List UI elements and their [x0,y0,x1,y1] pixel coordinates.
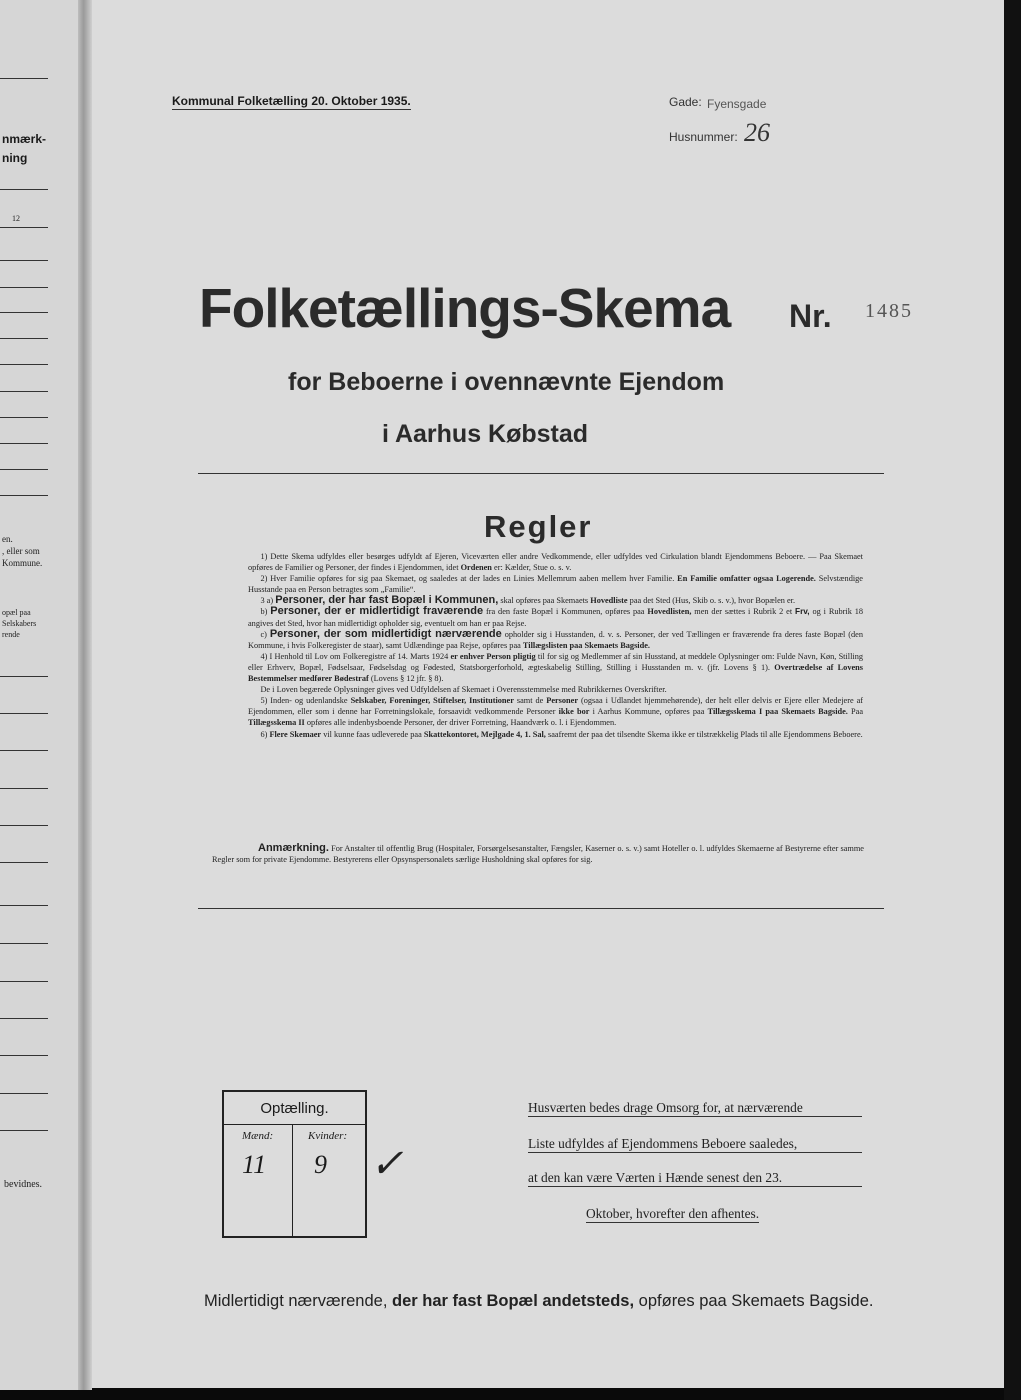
form-subtitle-1: for Beboerne i ovennævnte Ejendom [288,368,725,396]
left-rule [0,227,48,228]
left-rule [0,862,48,863]
form-number-value: 1485 [865,300,913,322]
rule-4b: De i Loven begærede Oplysninger gives ved Udfyldelsen af Skemaet i Overensstemmelse med Rubrikkernes Overskrifter. [260,685,667,695]
left-rule [0,260,48,261]
remark-label: Anmærkning. [258,842,329,854]
house-number-value: 26 [744,118,770,147]
left-rule [0,1055,48,1056]
remark-paragraph [212,843,864,865]
left-rule [0,825,48,826]
rule-6: 6) Flere Skemaer vil kunne faas udleverede paa Skattekontoret, Mejlgade 4, 1. Sal, saafremt der paa det tilsendte Skema ikke er tilstrækkelig Plads til alle Ejendommens Beboere. [260,729,863,739]
divider-top [198,473,884,474]
form-number-label: Nr. [789,298,832,334]
left-text-a1: en. [2,534,13,544]
left-rule [0,312,48,313]
remark-text: For Anstalter til offentlig Brug (Hospitaler, Forsørgelsesanstalter, Fængsler, Kaserner o. s. v.) samt Hoteller o. l. udfyldes Skemaerne af Bestyrerne efter samme Regler som for private Ejendomme. Bestyrerens eller Opsynspersonalets særlige Husholdning skal opføres for sig. [212,844,864,865]
rule-3b: b) Personer, der er midlertidigt fraværende fra den faste Bopæl i Kommunen, opføres paa Hovedlisten, men der sættes i Rubrik 2 et Frv, og i Rubrik 18 angives det Sted, hvor han midlertidigt opholder sig, eventuelt om han er paa Rejse. [248,605,864,628]
left-rule [0,943,48,944]
checkmark-icon: ✓ [370,1141,404,1186]
rule-4: 4) I Henhold til Lov om Folkeregistre af 14. Marts 1924 er enhver Person pligtig til for sig og Medlemmer af sin Husstand, at meddele Oplysninger om: Fulde Navn, Køn, Stilling eller Erhverv, Bopæl, Fødselsaar, Fødselsdag og Fødested, Statsborgerforhold, ægteskabelig Stilling, Stilling i Husstanden m. v. (jfr. Lovens § 1). Overtrædelse af Lovens Bestemmelser medfører Bødestraf (Lovens § 12 jfr. § 8). [248,651,864,684]
left-rule [0,750,48,751]
divider-bottom [198,908,884,909]
form-subtitle-2: i Aarhus Købstad [382,420,589,448]
instruction-line-3: at den kan være Værten i Hænde senest den 23. [528,1170,862,1187]
men-label: Mænd: [242,1130,274,1142]
instruction-line-4: Oktober, hvorefter den afhentes. [586,1206,760,1221]
book-gutter [78,0,92,1390]
left-rule [0,189,48,190]
left-rule [0,78,48,79]
instruction-line-2: Liste udfyldes af Ejendommens Beboere saaledes, [528,1136,862,1153]
left-rule [0,1130,48,1131]
left-rule [0,364,48,365]
count-box-divider [292,1124,293,1236]
left-rule [0,391,48,392]
left-text-b2: Selskabers [2,619,37,628]
left-rule [0,1093,48,1094]
form-title: Folketællings-Skema [199,277,731,339]
census-title: Kommunal Folketælling 20. Oktober 1935. [172,94,411,108]
census-form-page [92,0,1004,1388]
instruction-line-1: Husværten bedes drage Omsorg for, at nærværende [528,1100,862,1117]
rule-5: 5) Inden- og udenlandske Selskaber, Foreninger, Stiftelser, Institutioner samt de Personer (ogsaa i Udlandet hjemmehørende), der helt eller delvis er Ejere eller Medejere af Ejendommen, eller som i denne har Forretningslokale, forsaavidt vedkommende Personer ikke bor i Aarhus Kommune, opføres paa Tillægsskema I paa Skemaets Bagside. Paa Tillægsskema II opføres alle indenbysboende Personer, der driver Forretning, Haandværk o. l. i Ejendommen. [248,696,864,728]
count-box [222,1090,367,1238]
footer-note: Midlertidigt nærværende, der har fast Bopæl andetsteds, opføres paa Skemaets Bagside. [204,1292,874,1310]
left-col-number: 12 [12,214,20,223]
left-bottom-word: bevidnes. [4,1179,43,1190]
left-rule [0,788,48,789]
left-rule [0,713,48,714]
left-text-b1: opæl paa [2,608,31,617]
rule-3c: c) Personer, der som midlertidigt nærværende opholder sig i Husstanden, d. v. s. Personer, der ved Tællingen er fraværende fra deres faste Bopæl (den Kommune, i hvis Folkeregister de staar), samt Udlændinge paa Rejse, opføres paa Tillægslisten paa Skemaets Bagside. [248,627,864,650]
men-count: 11 [242,1150,267,1179]
left-rule [0,469,48,470]
rules-text [248,551,863,740]
women-count: 9 [314,1150,327,1179]
left-rule [0,287,48,288]
women-label: Kvinder: [308,1130,348,1142]
left-rule [0,905,48,906]
rule-2: 2) Hver Familie opføres for sig paa Skemaet, og saaledes at der lades en Linies Mellemrum aaben mellem hver Familie. En Familie omfatter ogsaa Logerende. Selvstændige Husstande paa en Person betragtes som „Familie“. [248,574,863,595]
left-rule [0,981,48,982]
left-facing-page [0,0,78,1390]
left-text-a3: Kommune. [2,558,43,568]
scan-right-edge [1004,0,1021,1400]
left-rule [0,338,48,339]
left-text-b3: rende [2,630,20,639]
rules-heading: Regler [484,509,593,544]
left-rule [0,676,48,677]
left-rule [0,417,48,418]
count-box-title: Optælling. [224,1092,365,1125]
street-value: Fyensgade [707,97,767,111]
rule-3a: 3 a) Personer, der har fast Bopæl i Kommunen, skal opføres paa Skemaets Hovedliste paa det Sted (Hus, Skib o. s. v.), hvor Bopælen er. [260,594,796,607]
house-number-label: Husnummer: [669,130,738,144]
left-rule [0,1018,48,1019]
left-rule [0,443,48,444]
left-header-line2: ning [2,151,28,165]
left-rule [0,495,48,496]
left-header-line1: nmærk- [2,132,47,146]
rule-1: 1) Dette Skema udfyldes eller besørges udfyldt af Ejeren, Viceværten eller andre Vedkommende, eller udfyldes ved Cirkulation blandt Ejendommens Beboere. — Paa Skemaet opføres de Familier og Personer, der findes i Ejendommen, idet Ordenen er: Kælder, Stue o. s. v. [248,552,863,573]
street-label: Gade: [669,95,702,109]
left-text-a2: , eller som [2,546,40,556]
